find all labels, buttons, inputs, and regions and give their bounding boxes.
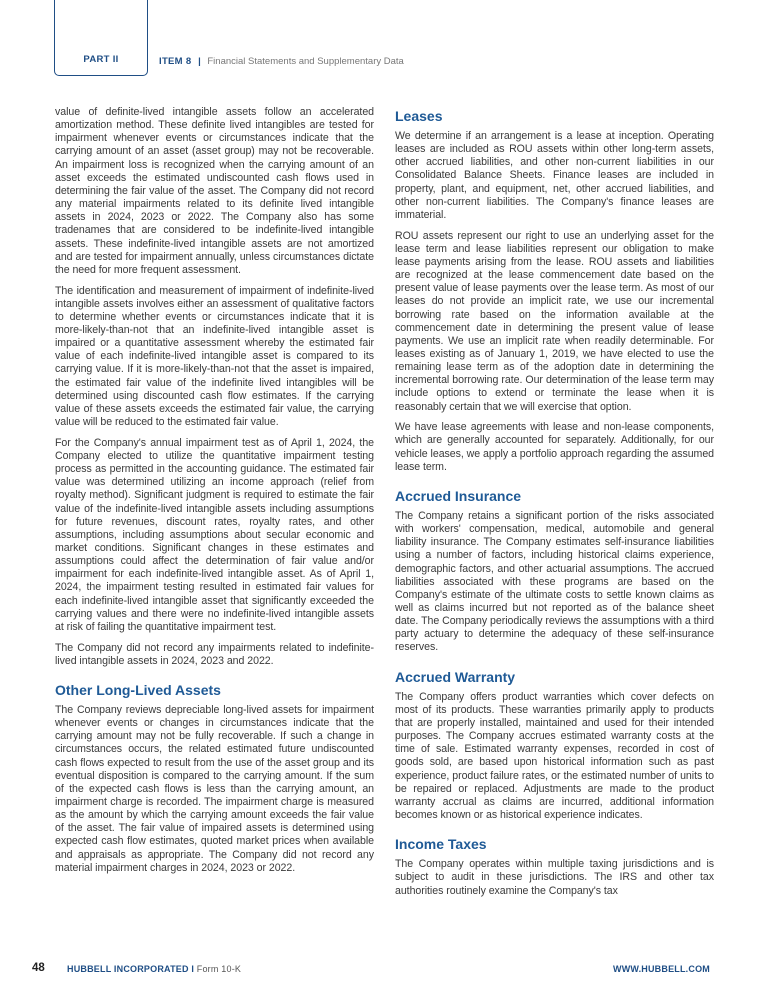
section-heading-leases: Leases [395,108,443,124]
paragraph: The identification and measurement of impairment of indefinite-lived intangible assets involves either an assessment of qualitative factors to determine whether events or circumstances indicate that it is more-likely-than-not that an indefinite-lived intangible asset is impaired or a quantitative assessment whereby the estimated fair value of each indefinite-lived intangible asset is compared to its carrying value. If it is more-likely-than-not that the asset is impaired, the estimated fair value of the indefinite lived intangibles will be determined using discounted cash flow estimates. If the carrying value of these assets exceeds the estimated fair value, the carrying value will be reduced to the estimated fair value. [55,284,374,429]
right-column [395,106,714,905]
paragraph: We determine if an arrangement is a lease at inception. Operating leases are included as ROU assets within other long-term assets, other accrued liabilities, and other non-current liabilities in our Consolidated Balance Sheets. Finance leases are included in property, plant, and equipment, net, other accrued liabilities, and other non-current liabilities. The Company's finance leases are immaterial. [395,130,714,221]
paragraph: The Company reviews depreciable long-lived assets for impairment whenever events or changes in circumstances indicate that the carrying amount may not be fully recoverable. If such a change in circumstances occurs, the related estimated future undiscounted cash flows expected to result from the use of the asset group and its eventual disposition is compared to the carrying amount. If the sum of the expected cash flows is less than the carrying amount, an impairment charge is recorded. The impairment charge is measured as the amount by which the carrying amount exceeds the fair value of the asset. The fair value of impaired assets is determined using expected cash flow estimates, quoted market prices when available and appraisals as appropriate. The Company did not record any material impairment charges in 2024, 2023 or 2022. [55,703,374,874]
part-label: PART II [83,54,119,65]
section-heading-accrued-warranty: Accrued Warranty [395,668,516,685]
company-name: HUBBELL INCORPORATED I [67,964,195,974]
header-separator: | [198,56,201,67]
footer-company [67,964,241,974]
section-heading-income-taxes: Income Taxes [395,836,487,853]
part-tab [54,0,148,76]
paragraph: The Company offers product warranties which cover defects on most of its products. These warranties primarily apply to products that are properly installed, maintained and used for their intended purposes. The Company accrues estimated warranty costs at the time of sale. Estimated warranty expenses, recorded in cost of goods sold, are based upon historical information such as past experience, product failure rates, or the estimated number of units to be repaired or replaced. Adjustments are made to the product warranty accrual as claims are incurred, additional information becomes known or as historical experience indicates. [395,690,714,822]
paragraph: For the Company's annual impairment test as of April 1, 2024, the Company elected to utilize the quantitative impairment testing process as permitted in the accounting guidance. The estimated fair value was determined utilizing an income approach (relief from royalty method). Significant judgment is required to estimate the fair value of the indefinite-lived intangible assets including assumptions for future revenues, discount rates, royalty rates, and other assumptions, including assumptions about secular economic and market conditions. Significant changes in these estimates and assumptions could affect the determination of fair value and/or impairment for each indefinite-lived intangible asset. As of April 1, 2024, the impairment testing resulted in estimated fair values for each indefinite-lived intangible asset that significantly exceeded the carrying values and there were no indefinite-lived intangible assets at risk of failing the quantitative impairment test. [55,436,374,633]
running-header [159,56,404,67]
paragraph: value of definite-lived intangible assets follow an accelerated amortization method. These definite lived intangibles are tested for impairment whenever events or circumstances indicate that the carrying amount of an asset (asset group) may not be recoverable. An impairment loss is recognized when the carrying amount of an asset exceeds the estimated undiscounted cash flows used in determining the fair value of the asset. The Company did not record any material impairments related to its definite lived intangible assets in 2024, 2023 or 2022. The Company also has some tradenames that are considered to be indefinite-lived intangible assets. These indefinite-lived intangible assets are not amortized and are tested for impairment annually, unless circumstances dictate the need for more frequent assessment. [55,106,374,276]
page-number: 48 [32,962,45,974]
paragraph: The Company retains a significant portion of the risks associated with workers' compensation, medical, automobile and general liability insurance. The Company estimates self-insurance liabilities using a number of factors, including historical claims experience, demographic factors, and other actuarial assumptions. The accrued liabilities associated with these programs are based on the Company's estimate of the ultimate costs to settle known claims as well as claims incurred but not reported as of the balance sheet date. The Company periodically reviews the assumptions with a third party actuary to determine the adequacy of these self-insurance reserves. [395,509,714,654]
section-heading-other-long-lived-assets: Other Long-Lived Assets [55,681,221,698]
website-link[interactable]: WWW.HUBBELL.COM [613,964,710,974]
form-label: Form 10-K [196,964,242,974]
left-column [55,106,374,882]
item-label: ITEM 8 [159,56,192,67]
item-title: Financial Statements and Supplementary Data [207,56,404,67]
paragraph: ROU assets represent our right to use an underlying asset for the lease term and lease liabilities represent our obligation to make lease payments arising from the lease. ROU assets and liabilities are recognized at the lease commencement date based on the present value of lease payments over the lease term. As most of our leases do not provide an implicit rate, we use our incremental borrowing rate based on the information available at the commencement date in determining the present value of lease payments. We use an implicit rate when readily determinable. For leases existing as of January 1, 2019, we have elected to use the remaining lease term as of the adoption date in determining the incremental borrowing rate. Our determination of the lease term may include options to extend or terminate the lease when it is reasonably certain that we will exercise that option. [395,229,714,413]
section-heading-accrued-insurance: Accrued Insurance [395,487,522,504]
page-footer [0,963,768,979]
paragraph: We have lease agreements with lease and non-lease components, which are generally accounted for separately. Additionally, for our vehicle leases, we apply a portfolio approach regarding the assumed lease term. [395,421,714,473]
paragraph: The Company operates within multiple taxing jurisdictions and is subject to audit in these jurisdictions. The IRS and other tax authorities routinely examine the Company's tax [395,858,714,897]
paragraph: The Company did not record any impairments related to indefinite-lived intangible assets in 2024, 2023 and 2022. [55,641,374,667]
